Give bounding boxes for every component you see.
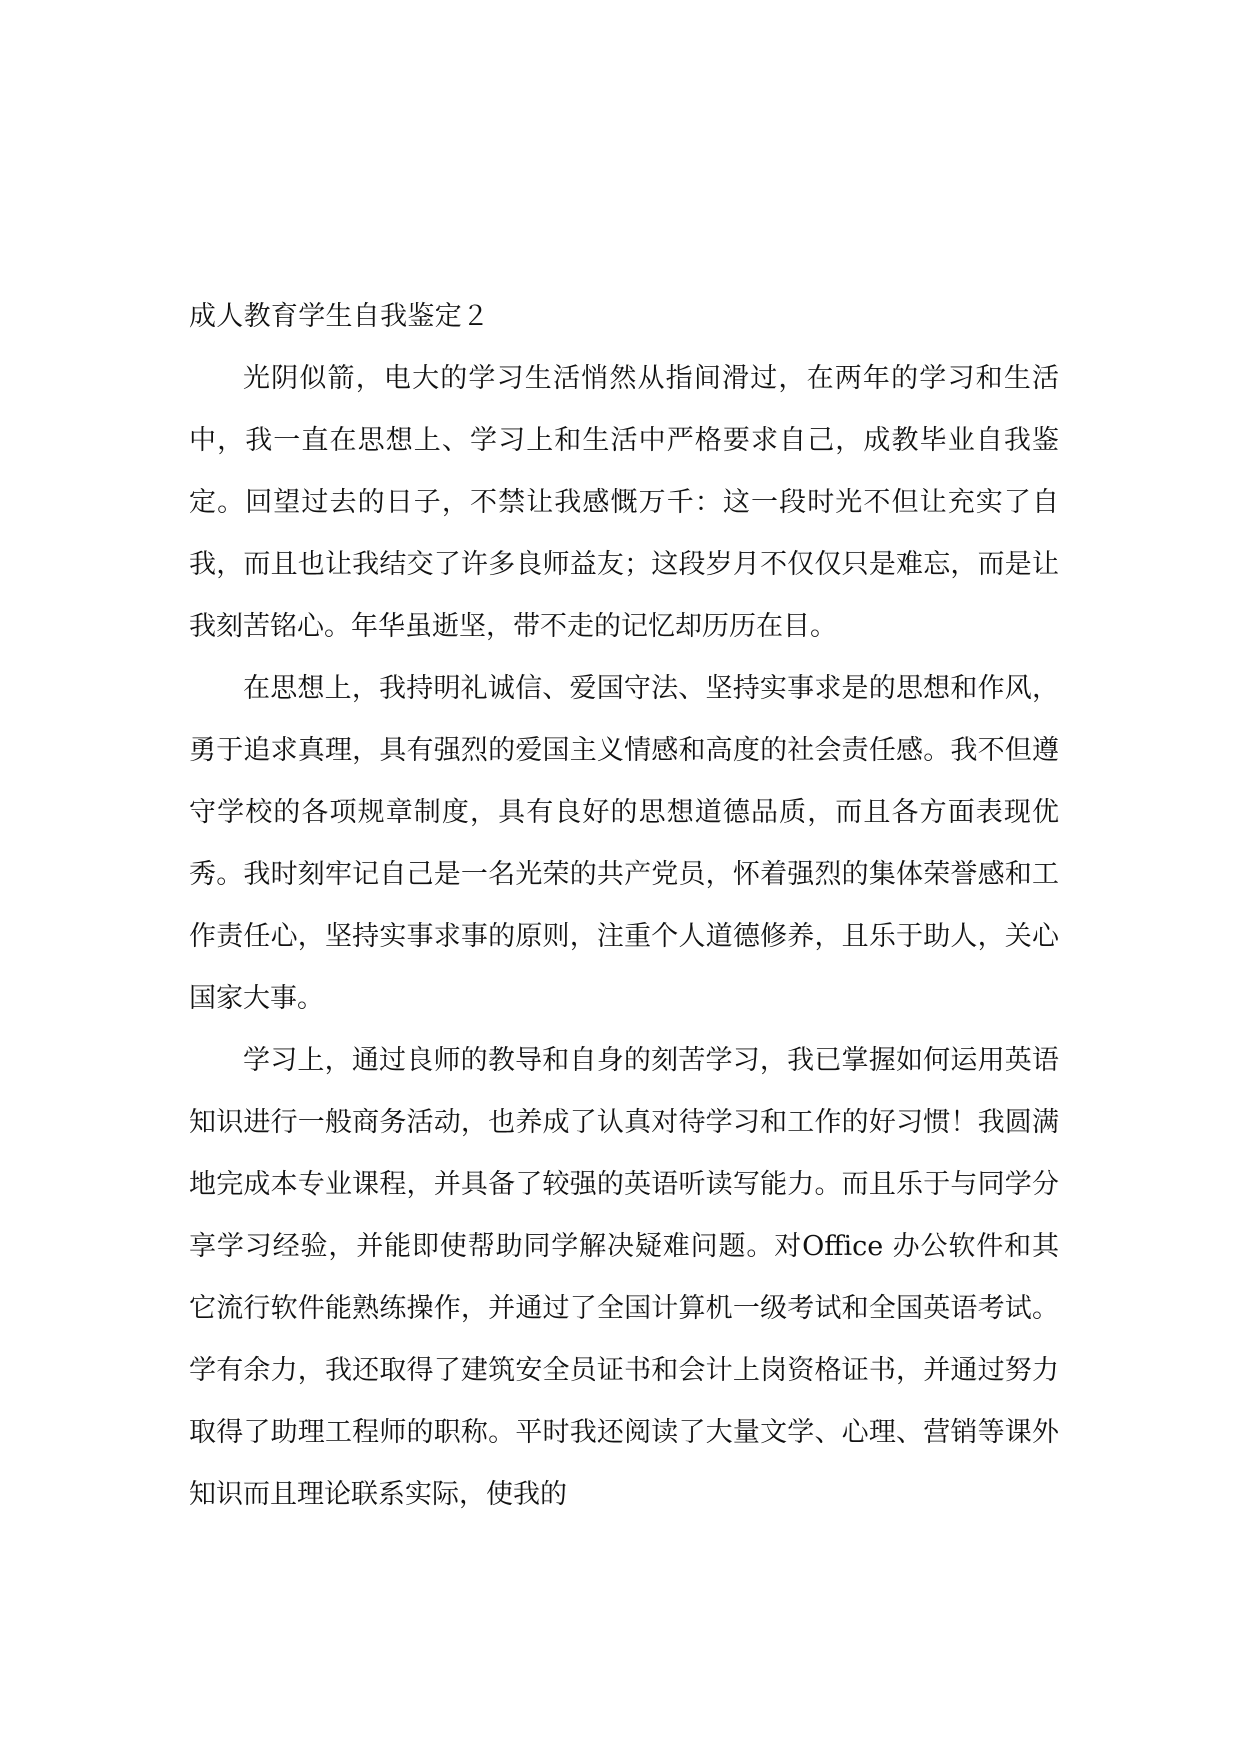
paragraph-1: 光阴似箭，电大的学习生活悄然从指间滑过，在两年的学习和生活中，我一直在思想上、学习上和生活中严格要求自己，成教毕业自我鉴定。回望过去的日子，不禁让我感慨万千：这一段时光不但让充实了自我，而且也让我结交了许多良师益友；这段岁月不仅仅只是难忘，而是让我刻苦铭心。年华虽逝坚，带不走的记忆却历历在目。	[189, 363, 1059, 642]
paragraph-2: 在思想上，我持明礼诚信、爱国守法、坚持实事求是的思想和作风，勇于追求真理，具有强烈的爱国主义情感和高度的社会责任感。我不但遵守学校的各项规章制度，具有良好的思想道德品质，而且各方面表现优秀。我时刻牢记自己是一名光荣的共产党员，怀着强烈的集体荣誉感和工作责任心，坚持实事求事的原则，注重个人道德修养，且乐于助人，关心国家大事。	[189, 673, 1059, 1014]
document-body	[189, 286, 1059, 1526]
paragraph-3: 学习上，通过良师的教导和自身的刻苦学习，我已掌握如何运用英语知识进行一般商务活动，也养成了认真对待学习和工作的好习惯！我圆满地完成本专业课程，并具备了较强的英语听读写能力。而且乐于与同学分享学习经验，并能即使帮助同学解决疑难问题。对Office 办公软件和其它流行软件能熟练操作，并通过了全国计算机一级考试和全国英语考试。学有余力，我还取得了建筑安全员证书和会计上岗资格证书，并通过努力取得了助理工程师的职称。平时我还阅读了大量文学、心理、营销等课外知识而且理论联系实际，使我的	[189, 1045, 1059, 1510]
document-title: 成人教育学生自我鉴定２	[189, 301, 490, 332]
